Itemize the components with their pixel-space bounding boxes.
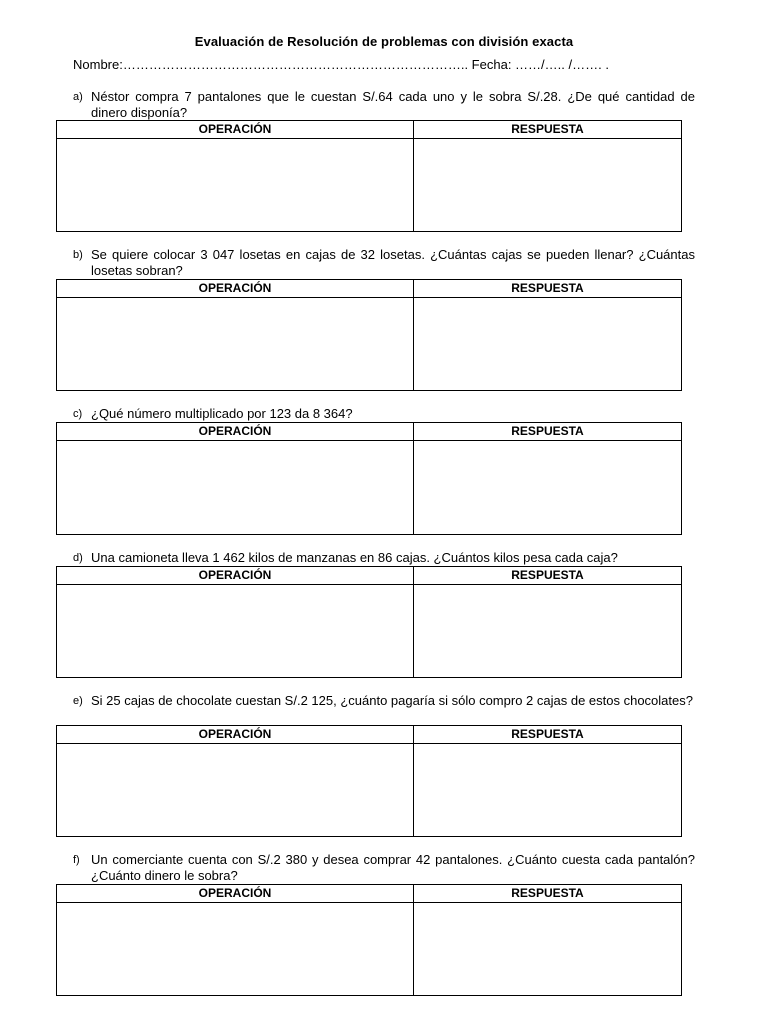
answer-table — [56, 566, 682, 678]
operation-header: OPERACIÓN — [57, 726, 414, 743]
answer-header: RESPUESTA — [511, 122, 584, 136]
problem-text: ¿Qué número multiplicado por 123 da 8 364? — [91, 406, 353, 421]
answer-header: RESPUESTA — [511, 281, 584, 295]
operation-header: OPERACIÓN — [57, 280, 414, 297]
problem-letter: e) — [73, 695, 83, 707]
problem-text: Se quiere colocar 3 047 losetas en cajas de 32 losetas. ¿Cuántas cajas se pueden llenar? ¿Cuántas losetas sobran? — [91, 247, 695, 278]
operation-cell[interactable] — [57, 441, 414, 534]
operation-cell[interactable] — [57, 744, 414, 836]
operation-header: OPERACIÓN — [57, 567, 414, 584]
answer-table — [56, 422, 682, 535]
answer-header: RESPUESTA — [511, 568, 584, 582]
problem-letter: a) — [73, 91, 83, 103]
answer-table — [56, 725, 682, 837]
operation-header: OPERACIÓN — [57, 121, 414, 138]
answer-table — [56, 120, 682, 232]
answer-cell[interactable] — [414, 298, 681, 390]
answer-table — [56, 279, 682, 391]
problem-letter: f) — [73, 854, 80, 866]
answer-header: RESPUESTA — [511, 424, 584, 438]
operation-cell[interactable] — [57, 903, 414, 995]
operation-cell[interactable] — [57, 139, 414, 231]
operation-header: OPERACIÓN — [57, 885, 414, 902]
answer-cell[interactable] — [414, 744, 681, 836]
problem-text: Una camioneta lleva 1 462 kilos de manzanas en 86 cajas. ¿Cuántos kilos pesa cada caja? — [91, 550, 618, 565]
answer-cell[interactable] — [414, 441, 681, 534]
answer-header: RESPUESTA — [511, 727, 584, 741]
problem-letter: c) — [73, 408, 83, 420]
answer-table — [56, 884, 682, 996]
problem-text: Un comerciante cuenta con S/.2 380 y desea comprar 42 pantalones. ¿Cuánto cuesta cada pantalón? ¿Cuánto dinero le sobra? — [91, 852, 695, 883]
problem-letter: d) — [73, 552, 83, 564]
operation-cell[interactable] — [57, 585, 414, 677]
answer-cell[interactable] — [414, 903, 681, 995]
problem-text: Si 25 cajas de chocolate cuestan S/.2 125, ¿cuánto pagaría si sólo compro 2 cajas de estos chocolates? — [91, 693, 693, 708]
answer-cell[interactable] — [414, 139, 681, 231]
problem-letter: b) — [73, 249, 83, 261]
answer-cell[interactable] — [414, 585, 681, 677]
name-date-line: Nombre:…………………………………………………………………….. Fecha: ……/….. /……. . — [73, 57, 609, 72]
problem-text: Néstor compra 7 pantalones que le cuestan S/.64 cada uno y le sobra S/.28. ¿De qué cantidad de dinero disponía? — [91, 89, 695, 120]
operation-header: OPERACIÓN — [57, 423, 414, 440]
operation-cell[interactable] — [57, 298, 414, 390]
answer-header: RESPUESTA — [511, 886, 584, 900]
page-title: Evaluación de Resolución de problemas con división exacta — [194, 34, 574, 49]
